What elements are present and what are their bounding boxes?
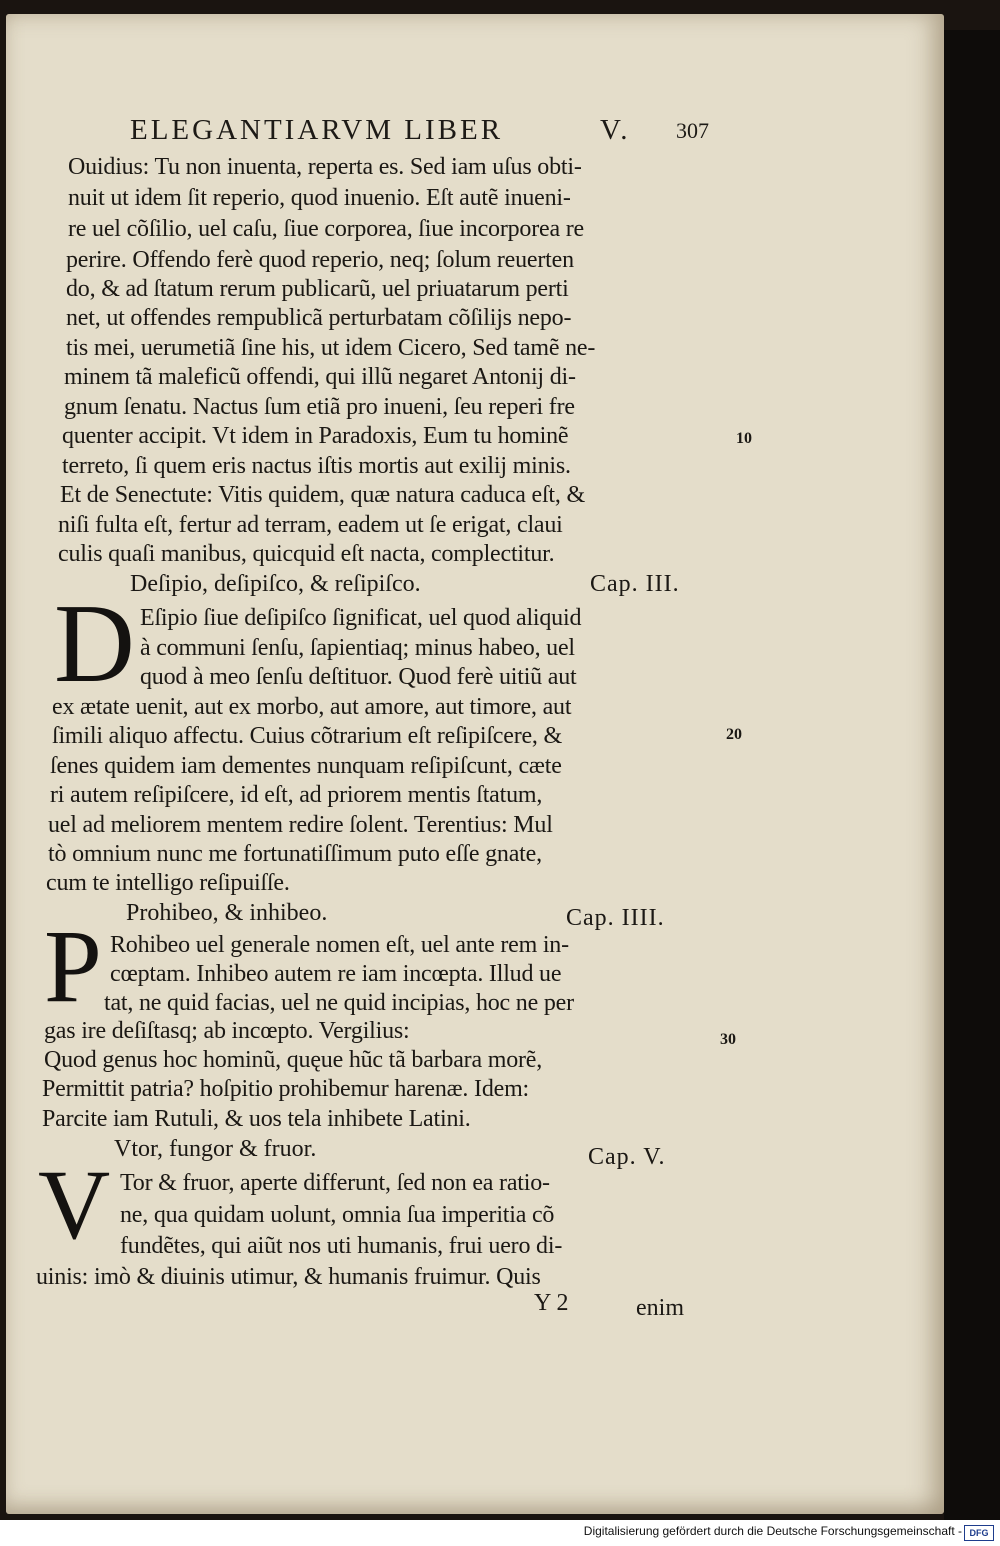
footer-bar [0,1520,1000,1546]
text-line: Rohibeo uel generale nomen eſt, uel ante rem in- [110,932,569,958]
text-line: uel ad meliorem mentem redire ſolent. Terentius: Mul [48,812,553,838]
text-line: gnum ſenatu. Nactus ſum etiã pro inueni, ſeu reperi fre [64,394,575,420]
chapter-heading: Deſipio, deſipiſco, & reſipiſco. [130,571,421,597]
text-line: niſi fulta eſt, fertur ad terram, eadem ut ſe erigat, claui [58,512,563,538]
text-line: cœptam. Inhibeo autem re iam incœpta. Illud ue [110,961,562,987]
margin-line-number: 30 [720,1031,736,1048]
text-line: terreto, ſi quem eris nactus iſtis mortis aut exilij minis. [62,453,571,479]
running-header [130,114,720,150]
running-title: ELEGANTIARVM LIBER [130,114,504,146]
chapter-number: Cap. IIII. [566,905,665,931]
text-line: ſenes quidem iam dementes nunquam reſipiſcunt, cæte [50,753,562,779]
margin-line-number: 20 [726,726,742,743]
text-line: gas ire deſiſtasq; ab incœpto. Vergilius: [44,1018,410,1044]
text-line: minem tã maleficũ offendi, qui illũ negaret Antonij di- [64,364,576,390]
text-line: culis quaſi manibus, quicquid eſt nacta, complectitur. [58,541,555,567]
text-line: Et de Senectute: Vitis quidem, quæ natura caduca eſt, & [60,482,585,508]
page-number: 307 [676,118,709,143]
text-line: tis mei, uerumetiã ſine his, ut idem Cicero, Sed tamẽ ne- [66,335,596,361]
funding-credit: Digitalisierung gefördert durch die Deutsche Forschungsgemeinschaft - [583,1524,962,1538]
book-spine-shadow [944,30,1000,1520]
text-line: Eſipio ſiue deſipiſco ſignificat, uel quod aliquid [140,605,582,631]
book-number: V. [600,114,631,146]
text-line: ex ætate uenit, aut ex morbo, aut amore, aut timore, aut [52,694,572,720]
text-line: cum te intelligo reſipuiſſe. [46,870,290,896]
text-line: quod à meo ſenſu deſtituor. Quod ferè uitiũ aut [140,664,577,690]
text-line: re uel cõſilio, uel caſu, ſiue corporea, ſiue incorporea re [68,216,584,242]
text-line: net, ut offendes rempublicã perturbatam cõſilijs nepo- [66,305,572,331]
signature-mark: Y 2 [534,1290,569,1316]
chapter-heading: Prohibeo, & inhibeo. [126,900,328,926]
chapter-heading: Vtor, fungor & fruor. [114,1136,317,1162]
dfg-logo-icon: DFG [964,1525,994,1541]
text-line: Quod genus hoc hominũ, quęue hũc tã barbara morẽ, [44,1047,543,1073]
text-line: tat, ne quid facias, uel ne quid incipias, hoc ne per [104,990,574,1016]
text-line: quenter accipit. Vt idem in Paradoxis, Eum tu hominẽ [62,423,569,449]
text-line: fundẽtes, qui aiũt nos uti humanis, frui uero di- [120,1233,563,1259]
text-line: uinis: imò & diuinis utimur, & humanis fruimur. Quis [36,1264,541,1290]
chapter-number: Cap. III. [590,571,680,597]
text-line: Ouidius: Tu non inuenta, reperta es. Sed iam uſus obti- [68,154,582,180]
text-line: Parcite iam Rutuli, & uos tela inhibete Latini. [42,1106,471,1132]
text-line: nuit ut idem ſit reperio, quod inuenio. Eſt autẽ inueni- [68,185,571,211]
drop-cap-initial: P [44,909,102,1024]
text-line: do, & ad ſtatum rerum publicarũ, uel priuatarum perti [66,276,569,302]
text-line: perire. Offendo ferè quod reperio, neq; ſolum reuerten [66,247,574,273]
chapter-number: Cap. V. [588,1144,666,1170]
text-line: Tor & fruor, aperte differunt, ſed non ea ratio- [120,1170,550,1196]
text-line: ſimili aliquo affectu. Cuius cõtrarium eſt reſipiſcere, & [52,723,563,749]
drop-cap-initial: D [54,582,135,706]
text-line: tò omnium nunc me fortunatiſſimum puto eſſe gnate, [48,841,542,867]
text-line: ri autem reſipiſcere, id eſt, ad priorem mentis ſtatum, [50,782,543,808]
text-line: Permittit patria? hoſpitio prohibemur harenæ. Idem: [42,1076,530,1102]
text-line: à communi ſenſu, ſapientiaq; minus habeo, uel [140,635,575,661]
margin-line-number: 10 [736,430,752,447]
catchword: enim [636,1295,684,1321]
text-line: ne, qua quidam uolunt, omnia ſua imperitia cõ [120,1202,555,1228]
drop-cap-initial: V [38,1149,111,1260]
